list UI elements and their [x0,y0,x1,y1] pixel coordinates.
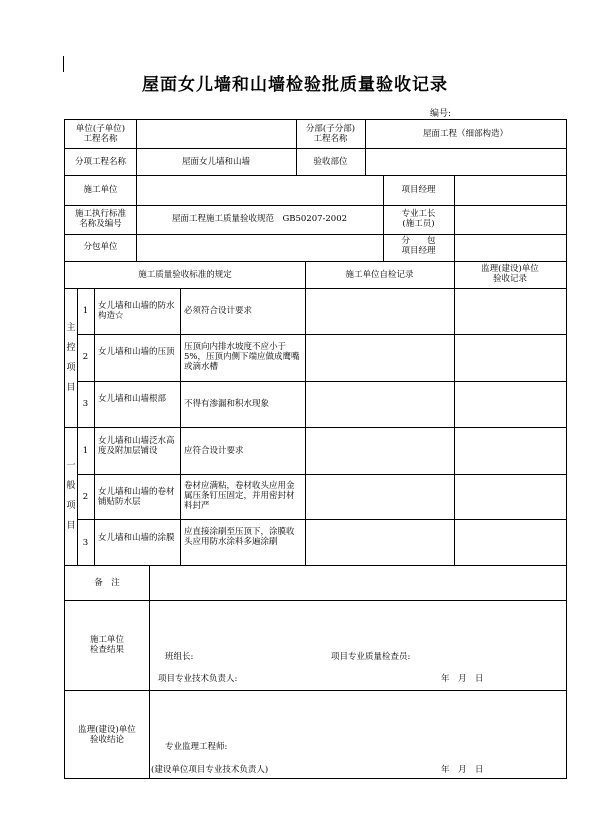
main-item-name: 女儿墙和山墙的压顶 [98,347,175,357]
team-leader-label: 班组长: [165,652,194,662]
general-item-no: 3 [82,538,89,548]
foreman-label: 专业工长 (施工员) [401,209,436,229]
item-project-label: 分项工程名称 [74,157,126,167]
general-item-requirement: 应符合设计要求 [184,446,244,456]
standard-label: 施工执行标准 名称及编号 [74,209,126,229]
construction-date: 年 月 日 [441,674,484,684]
supervision-date: 年 月 日 [441,765,484,775]
general-item-no: 2 [82,492,89,502]
main-item-no: 1 [82,306,89,316]
project-manager-label: 项目经理 [401,185,436,195]
general-items-group-label: 一 般 项 目 [66,461,76,531]
sub-project-label: 分部(子分部) 工程名称 [305,124,356,144]
page-title: 屋面女儿墙和山墙检验批质量验收记录 [142,75,448,95]
quality-inspector-label: 项目专业质量检查员: [331,652,411,662]
unit-project-label: 单位(子单位) 工程名称 [75,124,126,144]
tech-lead-label: 项目专业技术负责人: [158,674,238,684]
general-item-name: 女儿墙和山墙的卷材铺贴防水层 [98,487,175,507]
construction-check-label: 施工单位 检查结果 [89,635,124,655]
general-item-name: 女儿墙和山墙的涂膜 [98,533,175,543]
supervising-engineer-label: 专业监理工程师: [165,742,228,752]
inspection-record-table [64,119,567,779]
supervision-conclusion-label: 监理(建设)单位 验收结论 [78,725,136,745]
main-item-requirement: 压顶向内排水坡度不应小于5%，压顶内侧下端应做成鹰嘴或滴水槽 [184,342,300,372]
general-item-no: 1 [82,446,89,456]
general-item-requirement: 应直接涂刷至压顶下，涂膜收头应用防水涂料多遍涂刷 [184,527,295,547]
main-item-requirement: 不得有渗漏和积水现象 [184,399,270,409]
main-item-name: 女儿墙和山墙根部 [98,394,167,404]
remarks-label: 备 注 [94,578,120,588]
item-project-value: 屋面女儿墙和山墙 [181,157,250,167]
general-item-requirement: 卷材应满粘，卷材收头应用金属压条钉压固定，并用密封材料封严 [184,481,295,511]
col-supervision-header: 监理(建设)单位 验收记录 [481,264,539,284]
main-item-name: 女儿墙和山墙的防水构造☆ [98,301,175,321]
owner-representative-label: (建设单位项目专业技术负责人) [151,765,269,775]
acceptance-part-label: 验收部位 [313,157,348,167]
standard-value: 屋面工程施工质量验收规范 GB50207-2002 [171,214,348,224]
col-standard-header: 施工质量验收标准的规定 [138,270,232,280]
main-items-group-label: 主 控 项 目 [66,323,76,393]
main-item-requirement: 必须符合设计要求 [184,306,253,316]
general-item-name: 女儿墙和山墙泛水高度及附加层铺设 [98,436,175,456]
subcontract-label: 分包单位 [83,242,118,252]
sub-project-value: 屋面工程（细部构造） [422,129,508,139]
subcontract-pm-label: 分 包 项目经理 [401,236,436,256]
col-self-check-header: 施工单位自检记录 [345,270,414,280]
main-item-no: 3 [82,399,89,409]
doc-number-label: 编号: [430,109,452,119]
construction-unit-label: 施工单位 [83,185,118,195]
main-item-no: 2 [82,352,89,362]
